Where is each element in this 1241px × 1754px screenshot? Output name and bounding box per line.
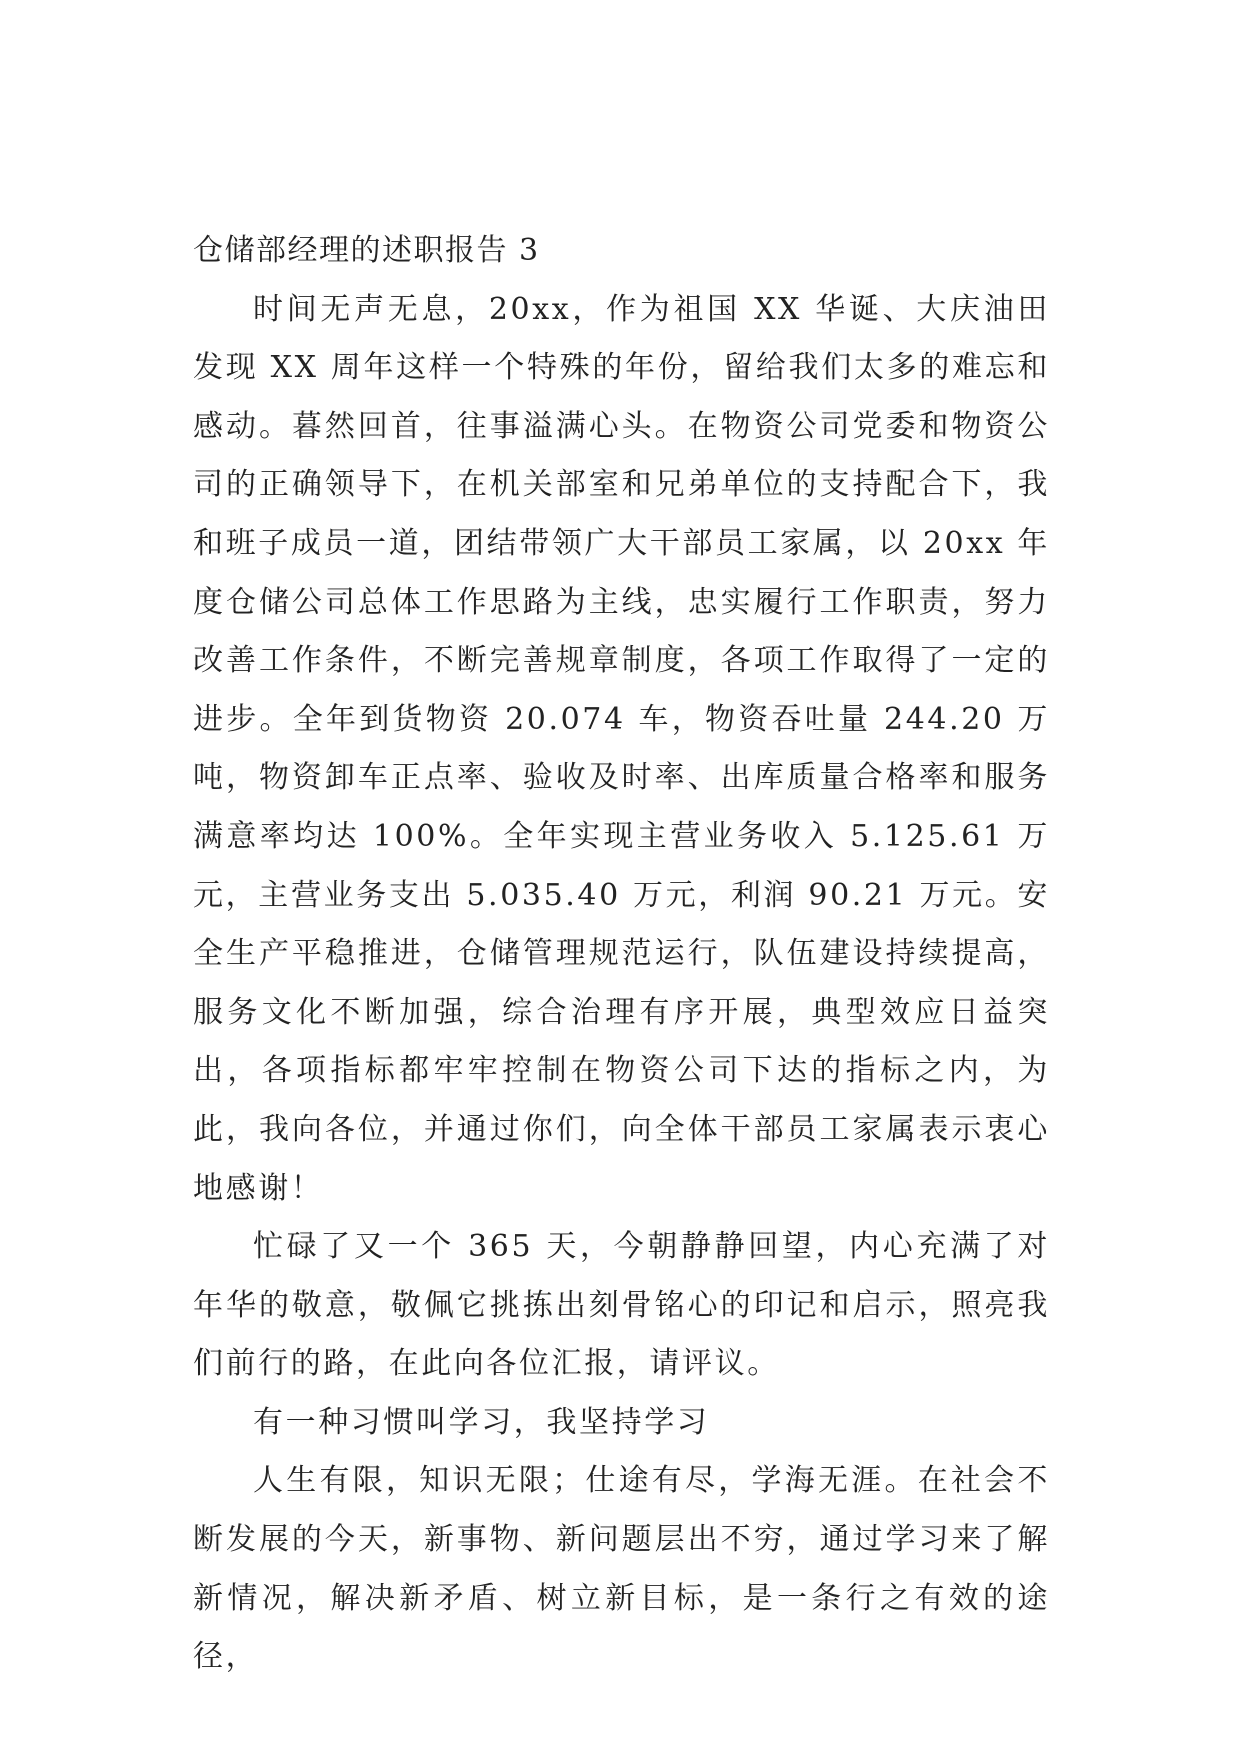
paragraph-learning: 人生有限，知识无限；仕途有尽，学海无涯。在社会不断发展的今天，新事物、新问题层出不穷，通过学习来了解新情况，解决新矛盾、树立新目标，是一条行之有效的途径，	[193, 1463, 1050, 1675]
document-title: 仓储部经理的述职报告 3	[193, 233, 540, 268]
document-body	[193, 222, 1050, 1687]
paragraph-summary: 时间无声无息，20xx，作为祖国 XX 华诞、大庆油田发现 XX 周年这样一个特殊的年份，留给我们太多的难忘和感动。暮然回首，往事溢满心头。在物资公司党委和物资公司的正确领导下，在机关部室和兄弟单位的支持配合下，我和班子成员一道，团结带领广大干部员工家属，以 20xx 年度仓储公司总体工作思路为主线，忠实履行工作职责，努力改善工作条件，不断完善规章制度，各项工作取得了一定的进步。全年到货物资 20.074 车，物资吞吐量 244.20 万吨，物资卸车正点率、验收及时率、出库质量合格率和服务满意率均达 100%。全年实现主营业务收入 5.125.61 万元，主营业务支出 5.035.40 万元，利润 90.21 万元。安全生产平稳推进，仓储管理规范运行，队伍建设持续提高，服务文化不断加强，综合治理有序开展，典型效应日益突出，各项指标都牢牢控制在物资公司下达的指标之内，为此，我向各位，并通过你们，向全体干部员工家属表示衷心地感谢！	[193, 291, 1050, 1206]
section-heading: 有一种习惯叫学习，我坚持学习	[253, 1404, 710, 1440]
paragraph-reflection: 忙碌了又一个 365 天，今朝静静回望，内心充满了对年华的敬意，敬佩它挑拣出刻骨铭心的印记和启示，照亮我们前行的路，在此向各位汇报，请评议。	[193, 1229, 1050, 1382]
